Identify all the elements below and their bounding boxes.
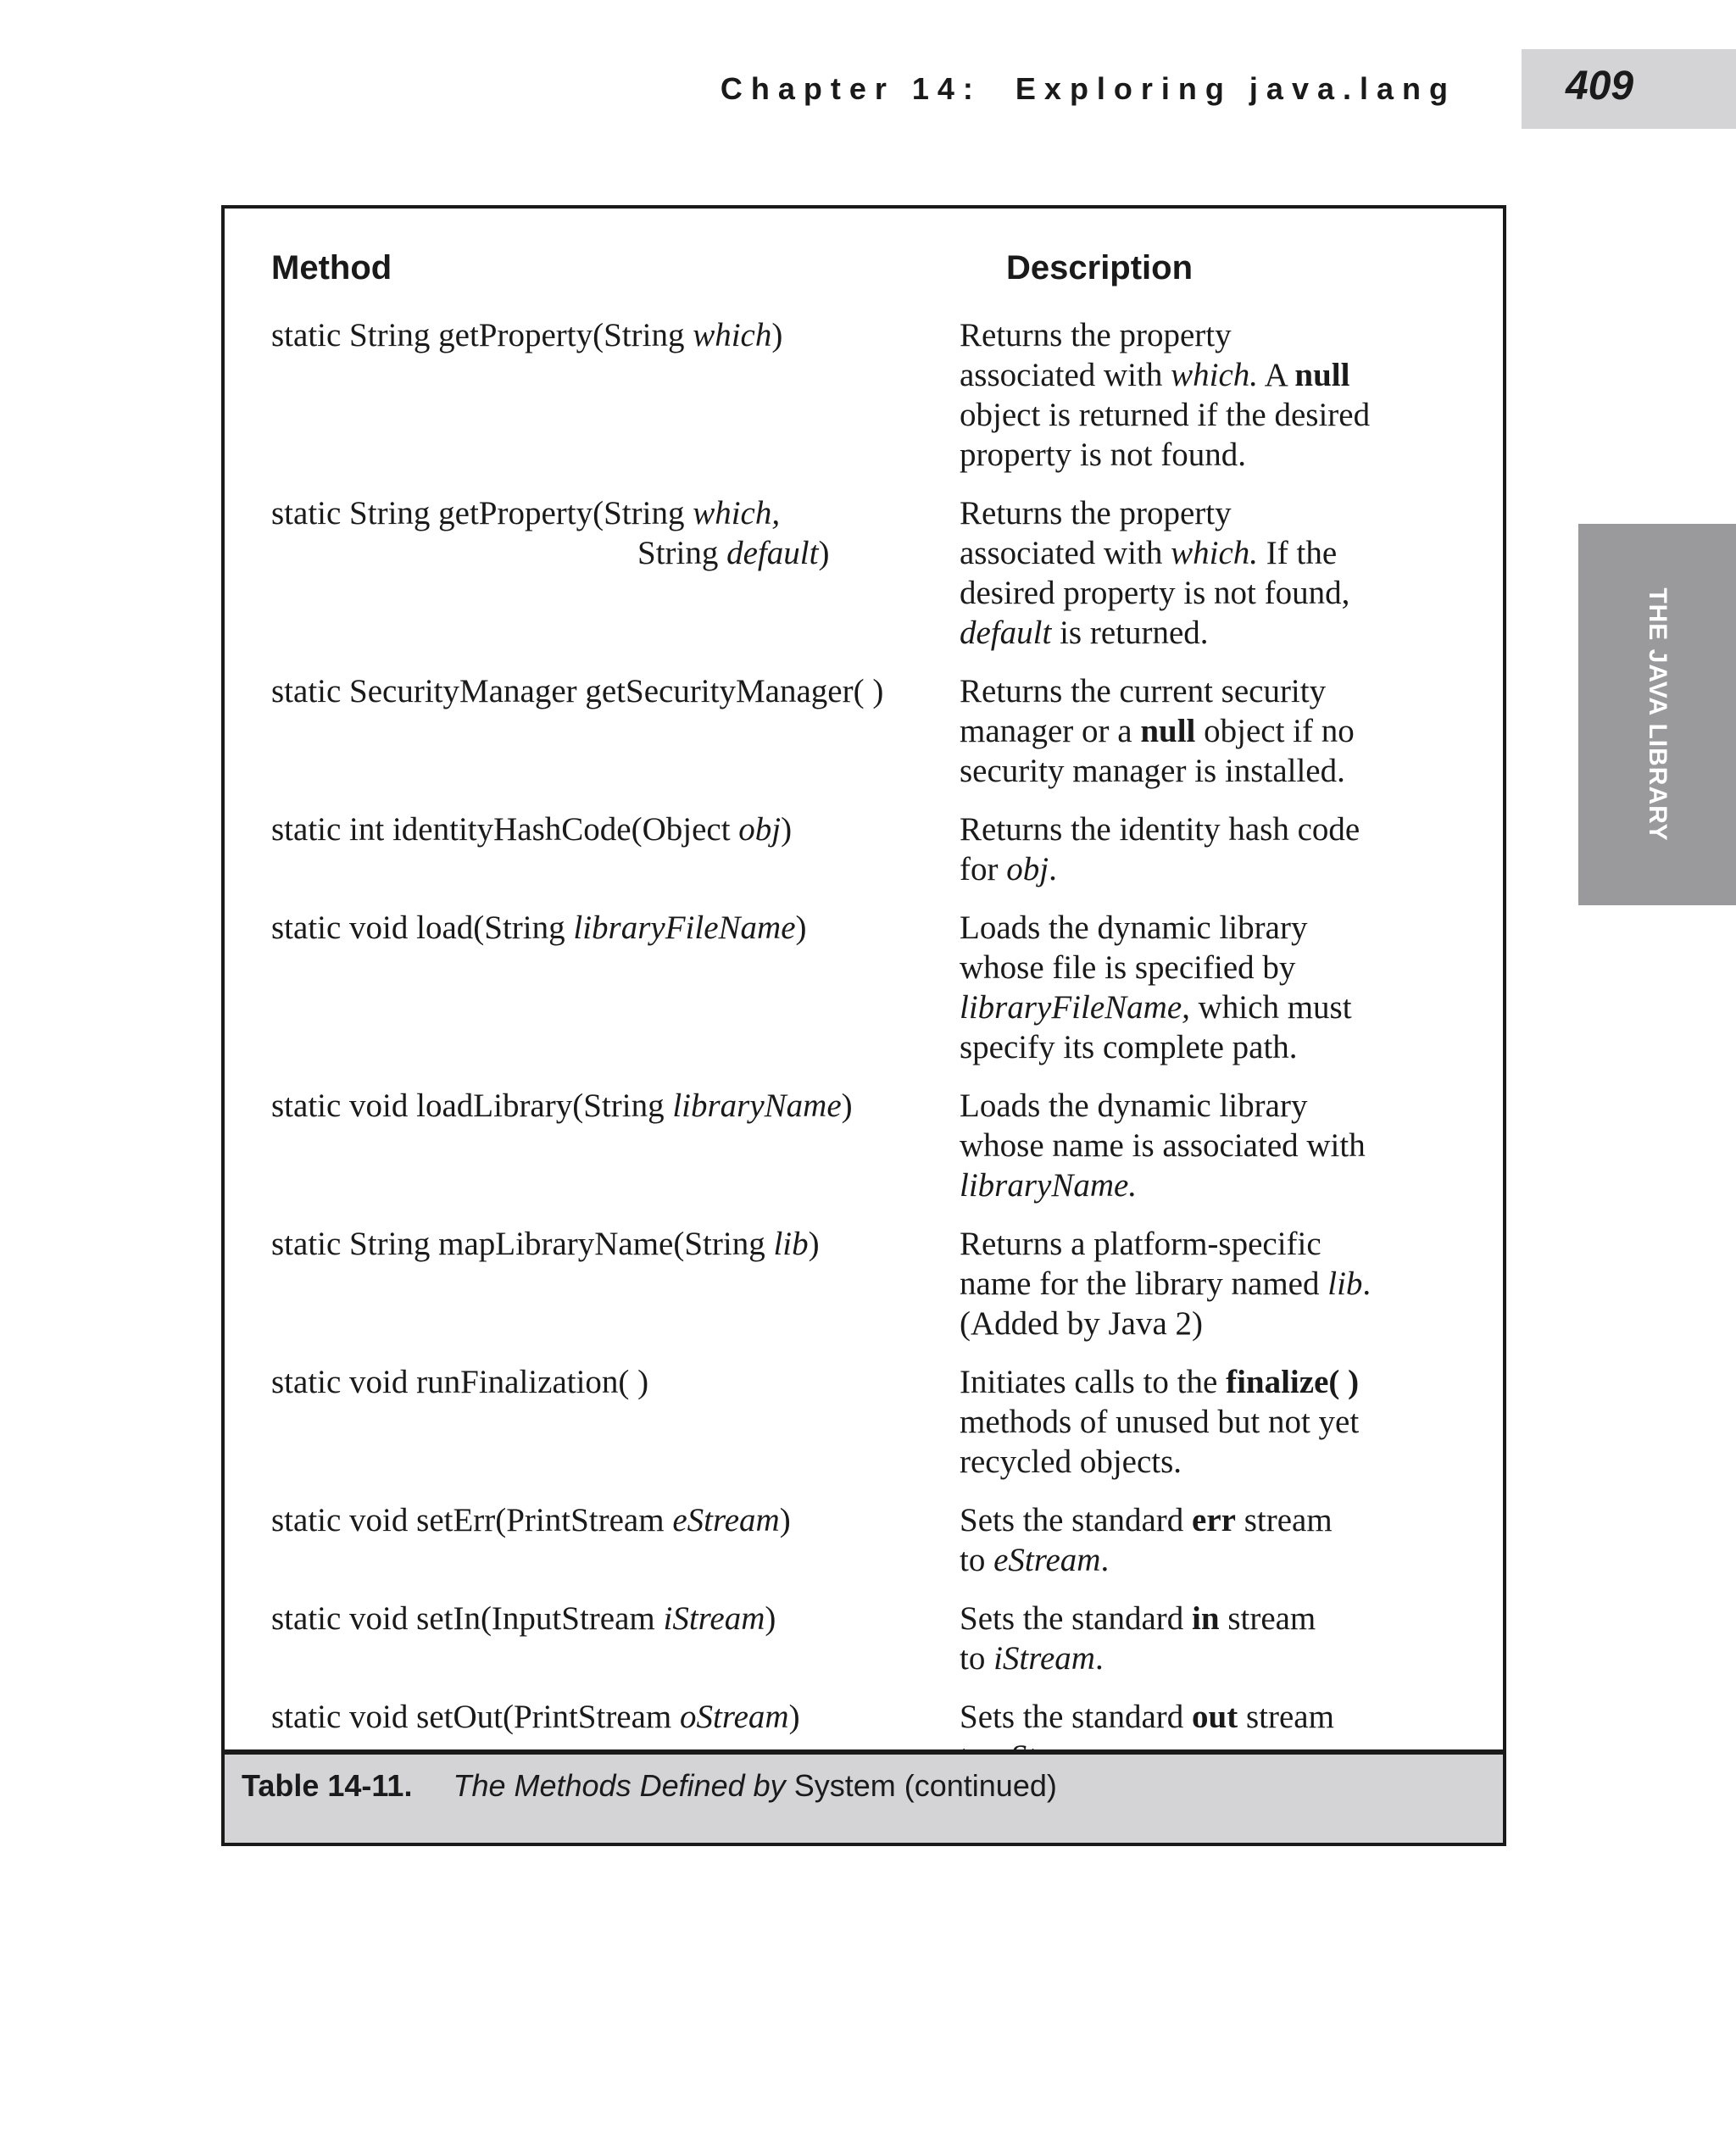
method-line bbox=[271, 1697, 960, 1737]
method-cell bbox=[225, 1500, 960, 1580]
text-run: libraryFileName bbox=[573, 909, 796, 946]
text-run: Loads the dynamic library bbox=[960, 909, 1308, 946]
text-run: ) bbox=[818, 535, 830, 571]
description-line bbox=[960, 1126, 1434, 1165]
text-run: ) bbox=[808, 1226, 820, 1262]
text-run: out bbox=[1192, 1699, 1238, 1735]
text-run: Sets the standard bbox=[960, 1600, 1193, 1637]
page-number-box bbox=[1522, 49, 1736, 129]
description-line bbox=[960, 849, 1434, 889]
description-line bbox=[960, 1500, 1434, 1540]
description-line bbox=[960, 1304, 1434, 1343]
text-run: lib bbox=[1327, 1265, 1363, 1302]
text-run: Sets the standard bbox=[960, 1502, 1193, 1538]
text-run: eStream bbox=[672, 1502, 780, 1538]
text-run: static void loadLibrary(String bbox=[271, 1087, 673, 1124]
description-line bbox=[960, 1402, 1434, 1442]
table-caption-bar bbox=[225, 1749, 1503, 1843]
description-cell bbox=[960, 671, 1434, 791]
text-run: recycled objects. bbox=[960, 1443, 1182, 1480]
description-line bbox=[960, 1540, 1434, 1580]
page-number: 409 bbox=[1566, 64, 1634, 108]
text-run: for bbox=[960, 851, 1007, 887]
section-thumb-tab bbox=[1578, 524, 1736, 905]
description-line bbox=[960, 435, 1434, 475]
text-run: Returns the property bbox=[960, 495, 1232, 531]
text-run: to bbox=[960, 1542, 994, 1578]
text-run: libraryName bbox=[672, 1087, 842, 1124]
caption-suffix: (continued) bbox=[904, 1768, 1057, 1803]
text-run: static void setErr(PrintStream bbox=[271, 1502, 673, 1538]
text-run: If the bbox=[1258, 535, 1338, 571]
description-line bbox=[960, 395, 1434, 435]
description-line bbox=[960, 751, 1434, 791]
method-cell bbox=[225, 1086, 960, 1205]
text-run: which must bbox=[1189, 989, 1352, 1026]
caption-label: Table 14-11. bbox=[242, 1768, 413, 1803]
text-run: Loads the dynamic library bbox=[960, 1087, 1308, 1124]
description-cell bbox=[960, 1500, 1434, 1580]
text-run: finalize( ) bbox=[1226, 1364, 1360, 1400]
method-line bbox=[271, 1599, 960, 1638]
table-row bbox=[225, 493, 1503, 653]
text-run: static String getProperty(String bbox=[271, 495, 693, 531]
text-run: String bbox=[637, 535, 727, 571]
description-line bbox=[960, 809, 1434, 849]
method-line bbox=[271, 493, 960, 533]
text-run: ) bbox=[765, 1600, 776, 1637]
text-run: ) bbox=[788, 1699, 800, 1735]
text-run: Returns the identity hash code bbox=[960, 811, 1360, 848]
method-line bbox=[271, 908, 960, 948]
chapter-label: Chapter 14: bbox=[720, 71, 982, 106]
caption-text: The Methods Defined by bbox=[453, 1768, 786, 1803]
text-run: static void runFinalization( ) bbox=[271, 1364, 649, 1400]
text-run: err bbox=[1192, 1502, 1236, 1538]
method-line bbox=[271, 809, 960, 849]
text-run: Sets the standard bbox=[960, 1699, 1193, 1735]
text-run: object if no bbox=[1195, 713, 1355, 749]
text-run: libraryFileName, bbox=[960, 989, 1190, 1026]
text-run: associated with bbox=[960, 357, 1171, 393]
text-run: static int identityHashCode(Object bbox=[271, 811, 739, 848]
method-line bbox=[271, 1500, 960, 1540]
text-run: stream bbox=[1235, 1502, 1333, 1538]
text-run: lib bbox=[773, 1226, 809, 1262]
description-cell bbox=[960, 493, 1434, 653]
description-line bbox=[960, 1264, 1434, 1304]
chapter-title: Exploring java.lang bbox=[1015, 71, 1456, 106]
text-run: specify its complete path. bbox=[960, 1029, 1298, 1065]
text-run: ) bbox=[771, 317, 783, 353]
text-run: . bbox=[1100, 1542, 1110, 1578]
table-row bbox=[225, 1086, 1503, 1205]
description-line bbox=[960, 671, 1434, 711]
table-row bbox=[225, 1362, 1503, 1482]
description-line bbox=[960, 1362, 1434, 1402]
column-header-method: Method bbox=[271, 249, 392, 286]
text-run: which. bbox=[1171, 357, 1259, 393]
table-caption bbox=[242, 1768, 1057, 1804]
table-row bbox=[225, 1500, 1503, 1580]
text-run: obj bbox=[1006, 851, 1049, 887]
method-line bbox=[271, 533, 960, 573]
description-line bbox=[960, 573, 1434, 613]
text-run: which bbox=[693, 317, 772, 353]
text-run: null bbox=[1140, 713, 1196, 749]
description-line bbox=[960, 711, 1434, 751]
table-row bbox=[225, 809, 1503, 889]
description-cell bbox=[960, 1599, 1434, 1678]
text-run: desired property is not found, bbox=[960, 575, 1350, 611]
text-run: oStream bbox=[680, 1699, 789, 1735]
method-cell bbox=[225, 315, 960, 475]
text-run: is returned. bbox=[1051, 615, 1209, 651]
text-run: ) bbox=[779, 1502, 791, 1538]
text-run: obj bbox=[738, 811, 782, 848]
method-cell bbox=[225, 1599, 960, 1678]
text-run: static void setIn(InputStream bbox=[271, 1600, 664, 1637]
text-run: iStream bbox=[993, 1640, 1095, 1677]
text-run: which. bbox=[1171, 535, 1259, 571]
text-run: . bbox=[1094, 1640, 1104, 1677]
description-line bbox=[960, 315, 1434, 355]
table-row bbox=[225, 908, 1503, 1067]
text-run: ) bbox=[795, 909, 807, 946]
method-line bbox=[271, 315, 960, 355]
table-row bbox=[225, 671, 1503, 791]
text-run: default bbox=[960, 615, 1052, 651]
description-line bbox=[960, 1697, 1434, 1737]
description-cell bbox=[960, 1224, 1434, 1343]
text-run: (Added by Java 2) bbox=[960, 1305, 1203, 1342]
text-run: . bbox=[1049, 851, 1057, 887]
table-row bbox=[225, 1599, 1503, 1678]
table-row bbox=[225, 1224, 1503, 1343]
method-cell bbox=[225, 809, 960, 889]
method-cell bbox=[225, 1362, 960, 1482]
description-line bbox=[960, 1027, 1434, 1067]
method-cell bbox=[225, 671, 960, 791]
text-run: iStream bbox=[663, 1600, 765, 1637]
text-run: static void load(String bbox=[271, 909, 574, 946]
text-run: manager or a bbox=[960, 713, 1141, 749]
text-run: security manager is installed. bbox=[960, 753, 1345, 789]
description-cell bbox=[960, 1086, 1434, 1205]
text-run: default bbox=[726, 535, 819, 571]
description-line bbox=[960, 1086, 1434, 1126]
text-run: static void setOut(PrintStream bbox=[271, 1699, 681, 1735]
text-run: Returns the property bbox=[960, 317, 1232, 353]
text-run: object is returned if the desired bbox=[960, 397, 1371, 433]
method-cell bbox=[225, 1224, 960, 1343]
text-run: Returns the current security bbox=[960, 673, 1327, 709]
description-line bbox=[960, 355, 1434, 395]
text-run: static String mapLibraryName(String bbox=[271, 1226, 774, 1262]
description-line bbox=[960, 1224, 1434, 1264]
method-line bbox=[271, 1362, 960, 1402]
text-run: ) bbox=[781, 811, 793, 848]
running-head bbox=[721, 71, 1456, 107]
description-line bbox=[960, 1442, 1434, 1482]
column-header-description: Description bbox=[1006, 249, 1194, 286]
description-line bbox=[960, 613, 1434, 653]
description-line bbox=[960, 533, 1434, 573]
text-run: . bbox=[1362, 1265, 1372, 1302]
text-run: static SecurityManager getSecurityManager( ) bbox=[271, 673, 884, 709]
description-cell bbox=[960, 908, 1434, 1067]
text-run: stream bbox=[1219, 1600, 1316, 1637]
text-run: ) bbox=[841, 1087, 853, 1124]
text-run: libraryName. bbox=[960, 1167, 1138, 1204]
method-line bbox=[271, 1086, 960, 1126]
text-run: to bbox=[960, 1640, 994, 1677]
text-run: methods of unused but not yet bbox=[960, 1404, 1360, 1440]
methods-table bbox=[221, 205, 1506, 1846]
text-run: in bbox=[1192, 1600, 1220, 1637]
table-body bbox=[225, 315, 1503, 1795]
text-run: null bbox=[1294, 357, 1350, 393]
text-run: associated with bbox=[960, 535, 1171, 571]
description-line bbox=[960, 1165, 1434, 1205]
method-line bbox=[271, 671, 960, 711]
description-cell bbox=[960, 315, 1434, 475]
method-cell bbox=[225, 493, 960, 653]
text-run: stream bbox=[1238, 1699, 1334, 1735]
description-line bbox=[960, 493, 1434, 533]
text-run: whose file is specified by bbox=[960, 949, 1296, 986]
caption-class-name: System bbox=[793, 1768, 896, 1803]
text-run: static String getProperty(String bbox=[271, 317, 693, 353]
description-line bbox=[960, 908, 1434, 948]
text-run: which, bbox=[693, 495, 781, 531]
text-run: eStream bbox=[993, 1542, 1101, 1578]
text-run: property is not found. bbox=[960, 437, 1246, 473]
method-line bbox=[271, 1224, 960, 1264]
text-run: A bbox=[1258, 357, 1295, 393]
text-run: name for the library named bbox=[960, 1265, 1328, 1302]
description-cell bbox=[960, 809, 1434, 889]
description-line bbox=[960, 987, 1434, 1027]
method-cell bbox=[225, 908, 960, 1067]
table-row bbox=[225, 315, 1503, 475]
text-run: Returns a platform-specific bbox=[960, 1226, 1321, 1262]
text-run: whose name is associated with bbox=[960, 1127, 1366, 1164]
description-cell bbox=[960, 1362, 1434, 1482]
text-run: Initiates calls to the bbox=[960, 1364, 1227, 1400]
thumb-tab-label: THE JAVA LIBRARY bbox=[1644, 587, 1672, 842]
description-line bbox=[960, 1599, 1434, 1638]
description-line bbox=[960, 948, 1434, 987]
description-line bbox=[960, 1638, 1434, 1678]
